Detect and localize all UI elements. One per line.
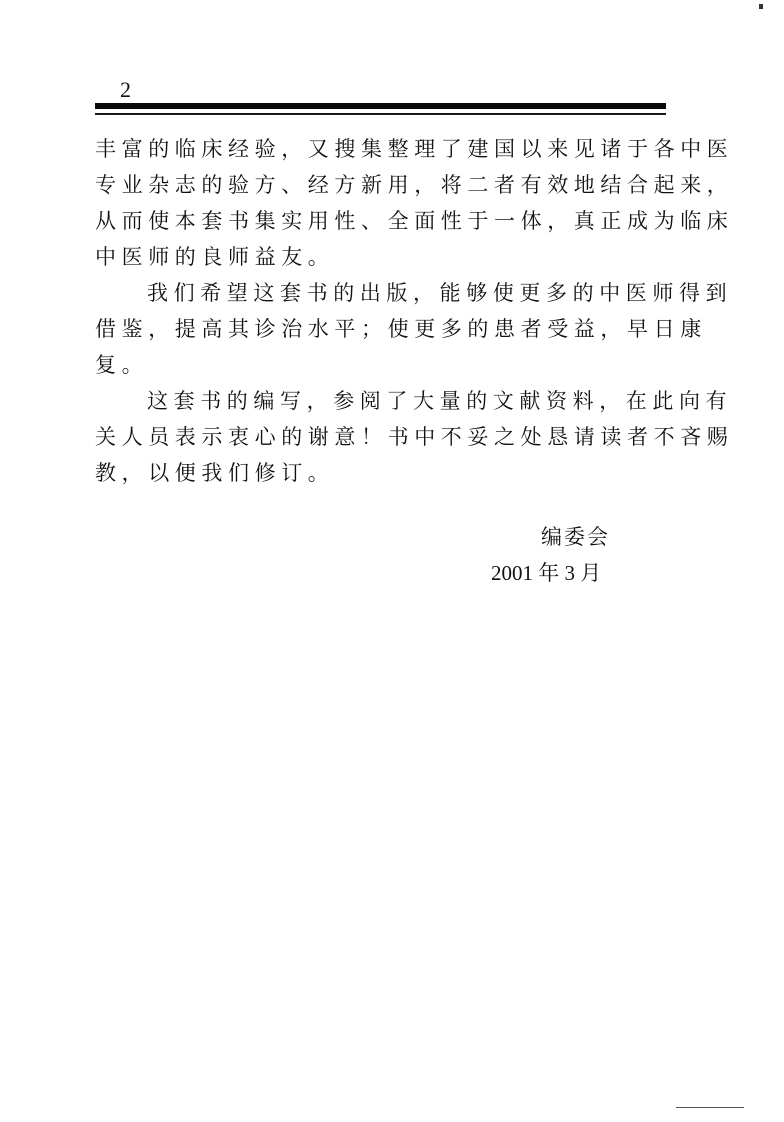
text-line: 从而使本套书集实用性、全面性于一体，真正成为临床 (95, 209, 734, 233)
header-rule-thick (95, 103, 666, 109)
body-text (95, 131, 734, 491)
signature-date: 2001 年 3 月 (491, 561, 602, 585)
text-line: 复。 (95, 353, 149, 377)
text-line: 关人员表示衷心的谢意！书中不妥之处恳请读者不吝赐 (95, 425, 734, 449)
text-line: 教，以便我们修订。 (95, 461, 335, 485)
page-number: 2 (120, 77, 131, 102)
scan-artifact-line (676, 1107, 744, 1108)
signature-organization: 编委会 (541, 525, 610, 549)
text-line: 我们希望这套书的出版，能够使更多的中医师得到 (147, 281, 733, 305)
text-line: 中医师的良师益友。 (95, 245, 335, 269)
text-line: 专业杂志的验方、经方新用，将二者有效地结合起来， (95, 173, 734, 197)
paragraph-3 (95, 383, 734, 491)
text-line: 借鉴，提高其诊治水平；使更多的患者受益，早日康 (95, 317, 707, 341)
text-line: 丰富的临床经验，又搜集整理了建国以来见诸于各中医 (95, 137, 734, 161)
scan-artifact-dot (759, 4, 763, 9)
header-rule-thin (95, 113, 666, 115)
paragraph-1 (95, 131, 734, 275)
text-line: 这套书的编写，参阅了大量的文献资料，在此向有 (147, 389, 733, 413)
paragraph-2 (95, 275, 733, 383)
